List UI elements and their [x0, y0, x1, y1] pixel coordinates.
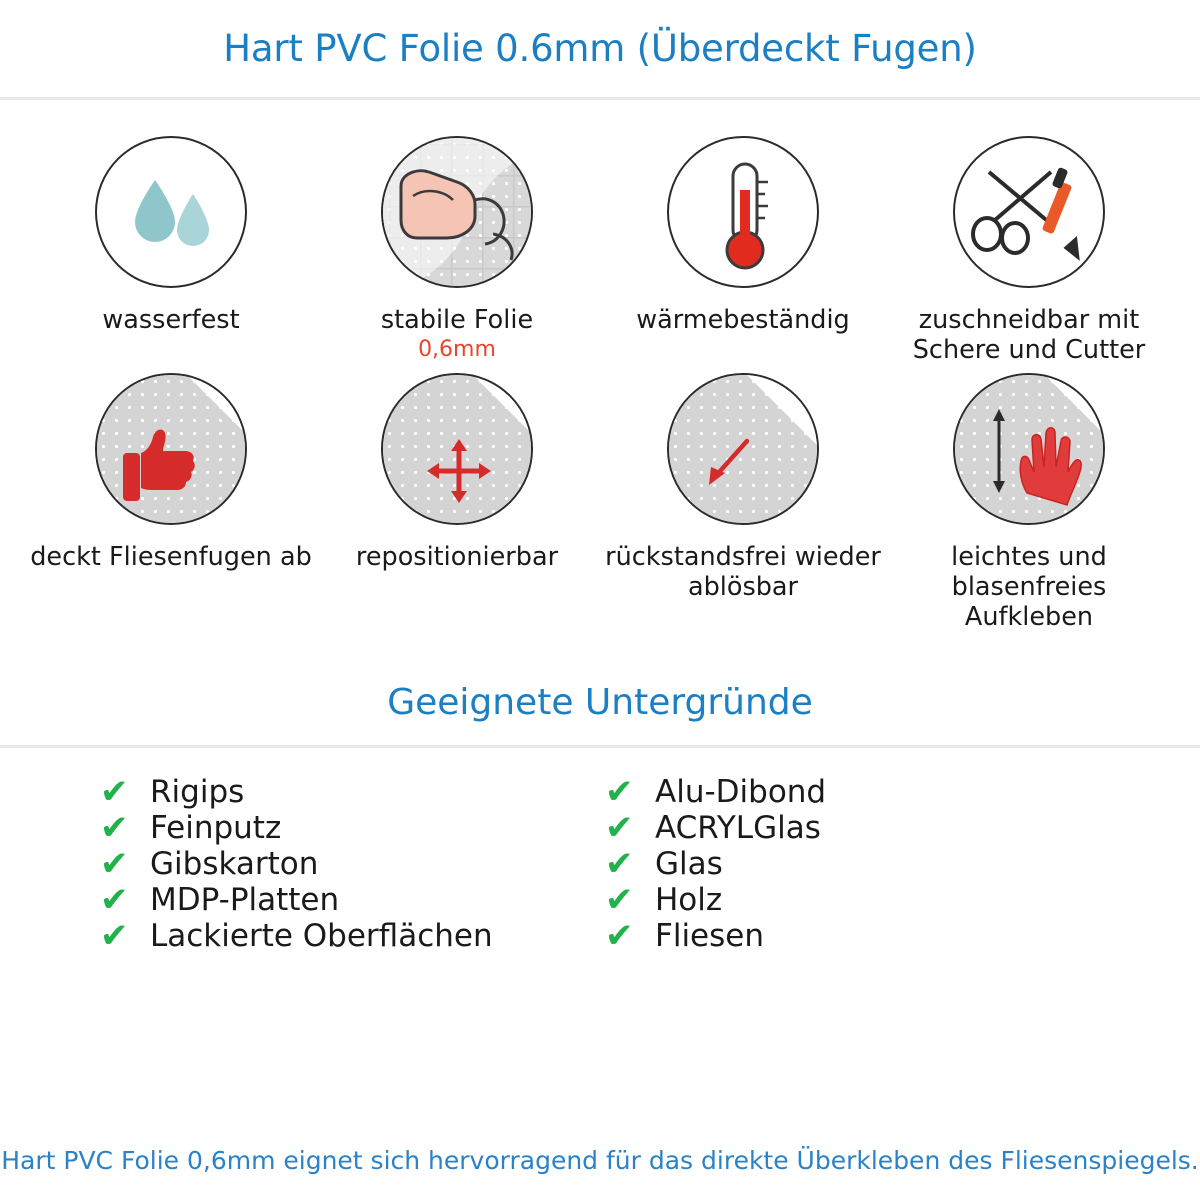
list-item-label: Feinputz — [150, 810, 282, 847]
thumbs-up-tiles-icon — [95, 373, 247, 525]
feature-label-text: stabile Folie — [380, 305, 534, 335]
check-icon: ✔ — [100, 916, 129, 957]
divider — [0, 745, 1200, 748]
list-item-label: Gibskarton — [150, 846, 319, 883]
check-icon: ✔ — [605, 772, 634, 813]
list-item — [100, 880, 605, 921]
feature-stabile-folie — [314, 136, 600, 365]
footer-note: Hart PVC Folie 0,6mm eignet sich hervorragend für das direkte Überkleben des Fliesenspiegels. — [1, 1146, 1199, 1176]
feature-label: wasserfest — [102, 305, 240, 335]
feature-rueckstandsfrei — [600, 373, 886, 632]
section-title: Geeignete Untergründe — [387, 682, 813, 724]
substrate-list — [0, 772, 1200, 957]
list-item-label: MDP-Platten — [150, 882, 340, 919]
feature-label: wärmebeständig — [636, 305, 850, 335]
check-icon: ✔ — [100, 772, 129, 813]
feature-blasenfreies-aufkleben — [886, 373, 1172, 632]
feature-waermebestaendig — [600, 136, 886, 365]
list-item-label: Glas — [655, 846, 723, 883]
check-icon: ✔ — [100, 880, 129, 921]
check-icon: ✔ — [605, 844, 634, 885]
list-item — [100, 844, 605, 885]
list-item — [100, 808, 605, 849]
flexed-arm-icon — [381, 136, 533, 288]
check-icon: ✔ — [605, 808, 634, 849]
feature-zuschneidbar — [886, 136, 1172, 365]
feature-label: rückstandsfrei wieder ablösbar — [605, 542, 881, 603]
list-item-label: Fliesen — [655, 918, 764, 955]
feature-deckt-fliesenfugen — [28, 373, 314, 632]
check-icon: ✔ — [100, 808, 129, 849]
water-drops-icon — [95, 136, 247, 288]
list-item-label: Lackierte Oberflächen — [150, 918, 493, 955]
list-item — [605, 844, 1110, 885]
hand-smoothing-icon — [953, 373, 1105, 525]
feature-label: repositionierbar — [355, 542, 559, 573]
section-header — [0, 682, 1200, 748]
list-item — [100, 772, 605, 813]
feature-wasserfest — [28, 136, 314, 365]
substrate-column-right — [605, 772, 1110, 957]
feature-grid — [0, 100, 1200, 632]
check-icon: ✔ — [605, 880, 634, 921]
thermometer-icon — [667, 136, 819, 288]
feature-sublabel: 0,6mm — [418, 337, 496, 363]
feature-label: zuschneidbar mit Schere und Cutter — [912, 305, 1146, 366]
list-item-label: Rigips — [150, 774, 245, 811]
list-item — [605, 808, 1110, 849]
feature-label — [381, 305, 533, 363]
peel-arrow-icon — [667, 373, 819, 525]
check-icon: ✔ — [605, 916, 634, 957]
list-item-label: Alu-Dibond — [655, 774, 827, 811]
list-item — [100, 916, 605, 957]
substrate-column-left — [100, 772, 605, 957]
page-title: Hart PVC Folie 0.6mm (Überdeckt Fugen) — [223, 27, 977, 70]
list-item-label: Holz — [655, 882, 723, 919]
scissors-cutter-icon — [953, 136, 1105, 288]
move-arrows-icon — [381, 373, 533, 525]
check-icon: ✔ — [100, 844, 129, 885]
list-item — [605, 880, 1110, 921]
list-item-label: ACRYLGlas — [655, 810, 821, 847]
list-item — [605, 772, 1110, 813]
feature-label: deckt Fliesenfugen ab — [30, 542, 312, 573]
feature-label: leichtes und blasenfreies Aufkleben — [951, 542, 1107, 633]
list-item — [605, 916, 1110, 957]
page-header — [0, 0, 1200, 100]
feature-repositionierbar — [314, 373, 600, 632]
